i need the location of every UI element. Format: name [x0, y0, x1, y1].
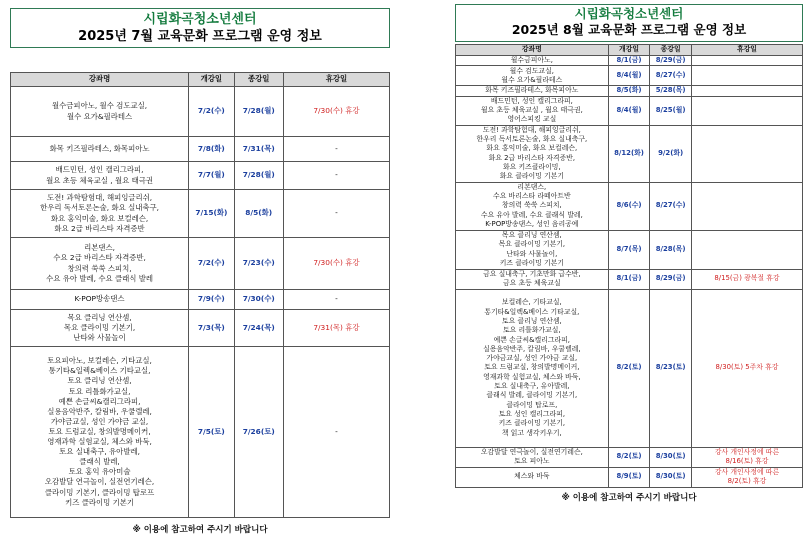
august-center-name: 시립화곡청소년센터 [574, 6, 684, 21]
off-day-cell: 강사 개인사정에 따른 8/16(토) 휴강 [691, 447, 802, 467]
table-row [11, 347, 390, 518]
end-date-cell: 8/25(월) [650, 96, 692, 125]
july-footer-note: ※ 이용에 참고하여 주시기 바랍니다 [132, 525, 268, 535]
class-name-cell: 월수금피아노, 월수 검도교실, 월수 요가&필라테스 [11, 87, 189, 137]
start-date-cell: 8/5(화) [608, 86, 650, 96]
column-header-end-date: 종강일 [234, 73, 283, 87]
end-date-cell: 8/27(수) [650, 66, 692, 86]
column-header-class-name: 강좌명 [11, 73, 189, 87]
start-date-cell: 7/5(토) [189, 347, 234, 518]
start-date-cell: 8/1(금) [608, 269, 650, 289]
start-date-cell: 7/2(수) [189, 238, 234, 290]
end-date-cell: 7/31(목) [234, 137, 283, 162]
off-day-cell [691, 86, 802, 96]
class-name-cell: 배드민턴, 성인 캘리그라피, 월요 초등 체육교실 , 월요 태극권, 영어스피킹 교실 [456, 96, 609, 125]
end-date-cell: 7/28(월) [234, 87, 283, 137]
start-date-cell: 8/1(금) [608, 56, 650, 66]
end-date-cell: 8/30(토) [650, 467, 692, 487]
class-name-cell: 월수금피아노, [456, 56, 609, 66]
class-name-cell: 도전! 과학탐험대, 해피잉글리쉬, 한우리 독서토론논술, 화요 실내축구, 화요 홍익미술, 화요 보컬레슨, 화요 2급 바리스타 자격증반, 화요 키즈클라이밍, 화요 클라이밍 기본기 [456, 125, 609, 182]
class-name-cell: 도전! 과학탐험대, 해피잉글리쉬, 한우리 독서토론논술, 화요 실내축구, 화요 홍익미술, 화요 보컬레슨, 화요 2급 바리스타 자격증반 [11, 190, 189, 238]
end-date-cell: 8/29(금) [650, 56, 692, 66]
table-row [456, 66, 803, 86]
off-day-cell: 8/15(금) 광복절 휴강 [691, 269, 802, 289]
class-name-cell: 목요 클리닝 연산셈, 목요 클라이밍 기본기, 난타와 사물놀이 [11, 310, 189, 347]
table-row [11, 238, 390, 290]
off-day-cell: 7/31(목) 휴강 [283, 310, 389, 347]
start-date-cell: 8/9(토) [608, 467, 650, 487]
august-title: 2025년 8월 교육문화 프로그램 운영 정보 [511, 22, 747, 37]
off-day-cell: 강사 개인사정에 따른 8/2(토) 휴강 [691, 467, 802, 487]
end-date-cell: 7/24(목) [234, 310, 283, 347]
table-row [11, 290, 390, 310]
end-date-cell: 7/28(월) [234, 162, 283, 190]
class-name-cell: 화목 키즈필라테스, 화목피아노 [456, 86, 609, 96]
column-header-off-day: 휴강일 [691, 45, 802, 56]
end-date-cell: 8/5(화) [234, 190, 283, 238]
off-day-cell: - [283, 347, 389, 518]
class-name-cell: 화목 키즈필라테스, 화목피아노 [11, 137, 189, 162]
start-date-cell: 8/2(토) [608, 447, 650, 467]
off-day-cell [691, 182, 802, 230]
class-name-cell: 월수 검도교실, 월수 요가&필라테스 [456, 66, 609, 86]
start-date-cell: 7/8(화) [189, 137, 234, 162]
end-date-cell: 7/26(토) [234, 347, 283, 518]
column-header-end-date: 종강일 [650, 45, 692, 56]
table-row [456, 86, 803, 96]
august-header-row [456, 45, 803, 56]
july-center-name: 시립화곡청소년센터 [143, 12, 257, 27]
end-date-cell: 8/29(금) [650, 269, 692, 289]
table-row [456, 467, 803, 487]
off-day-cell [691, 66, 802, 86]
start-date-cell: 8/12(화) [608, 125, 650, 182]
class-name-cell: 보컬레슨, 기타교실, 통기타&일렉&베이스 기타교실, 토요 클리닝 연산셈, 토요 리틀화가교실, 예쁜 손글씨&캘리그라피, 실용음악반주, 칼림바, 우쿨렐레, 가야금교실, 성인 가야금 교실, 토요 드럼교실, 창의발명메이커, 영재과학 실험교실, 체스와 바둑, 토요 실내축구, 유아발레, 클래식 발레, 클라이밍 기본기, 클라이밍 탑로프, 토요 성인 캘리그라피, 키즈 클라이밍 기본기, 책 읽고 생각키우기, [456, 289, 609, 447]
august-header-box [455, 4, 803, 42]
class-name-cell: 리본댄스, 수요 바리스타 라떼아트반 창의력 쑥쑥 스피치, 수요 유아 발레, 수요 클래식 발레, K-POP방송댄스, 성인 음리공예 [456, 182, 609, 230]
august-schedule-table [455, 44, 803, 488]
off-day-cell: 8/30(토) 5주차 휴강 [691, 289, 802, 447]
start-date-cell: 8/4(월) [608, 66, 650, 86]
start-date-cell: 7/9(수) [189, 290, 234, 310]
column-header-off-day: 휴강일 [283, 73, 389, 87]
end-date-cell: 7/30(수) [234, 290, 283, 310]
off-day-cell [691, 96, 802, 125]
column-header-start-date: 개강일 [608, 45, 650, 56]
off-day-cell: - [283, 137, 389, 162]
july-schedule-document [10, 8, 390, 535]
off-day-cell: 7/30(수) 휴강 [283, 238, 389, 290]
end-date-cell: 7/23(수) [234, 238, 283, 290]
end-date-cell: 8/27(수) [650, 182, 692, 230]
start-date-cell: 8/2(토) [608, 289, 650, 447]
table-row [11, 87, 390, 137]
start-date-cell: 7/7(월) [189, 162, 234, 190]
column-header-class-name: 강좌명 [456, 45, 609, 56]
off-day-cell: 7/30(수) 휴강 [283, 87, 389, 137]
table-row [11, 162, 390, 190]
august-schedule-document [455, 4, 803, 503]
end-date-cell: 8/23(토) [650, 289, 692, 447]
table-row [456, 230, 803, 269]
class-name-cell: 금요 실내축구, 기초만화 급수반, 금요 초등 체육교실 [456, 269, 609, 289]
start-date-cell: 8/4(월) [608, 96, 650, 125]
end-date-cell: 8/28(목) [650, 230, 692, 269]
class-name-cell: 배드민턴, 성인 캘리그라피, 월요 초등 체육교실 , 월요 태극권 [11, 162, 189, 190]
off-day-cell: - [283, 290, 389, 310]
end-date-cell: 9/2(화) [650, 125, 692, 182]
table-row [456, 125, 803, 182]
start-date-cell: 8/7(목) [608, 230, 650, 269]
class-name-cell: 토요피아노, 보컬레슨, 기타교실, 통기타&일렉&베이스 기타교실, 토요 클리닝 연산셈, 토요 리틀화가교실, 예쁜 손글씨&캘리그라피, 실용음악반주, 칼림바, 우쿨렐레, 가야금교실, 성인 가야금 교실, 토요 드럼교실, 창의발명메이커, 영재과학 실험교실, 체스와 바둑, 토요 실내축구, 유아발레, 클래식 발레, 토요 홍익 유아미술 오감발달 연극놀이, 실전연기레슨, 클라이밍 기본기, 클라이밍 탑로프 키즈 클라이밍 기본기 [11, 347, 189, 518]
table-row [456, 289, 803, 447]
class-name-cell: K-POP방송댄스 [11, 290, 189, 310]
start-date-cell: 8/6(수) [608, 182, 650, 230]
july-schedule-table [10, 72, 390, 518]
table-row [456, 56, 803, 66]
table-row [456, 96, 803, 125]
table-row [11, 310, 390, 347]
table-row [456, 447, 803, 467]
off-day-cell: - [283, 162, 389, 190]
class-name-cell: 오감발달 연극놀이, 실전연기레슨, 토요 피아노 [456, 447, 609, 467]
august-footer-note: ※ 이용에 참고하여 주시기 바랍니다 [561, 492, 697, 503]
off-day-cell [691, 230, 802, 269]
off-day-cell [691, 56, 802, 66]
class-name-cell: 체스와 바둑 [456, 467, 609, 487]
july-header-box [10, 8, 390, 48]
end-date-cell: 8/30(토) [650, 447, 692, 467]
table-row [11, 137, 390, 162]
off-day-cell [691, 125, 802, 182]
table-row [11, 190, 390, 238]
table-row [456, 182, 803, 230]
july-header-row [11, 73, 390, 87]
table-row [456, 269, 803, 289]
july-title: 2025년 7월 교육문화 프로그램 운영 정보 [78, 29, 322, 44]
end-date-cell: 5/28(목) [650, 86, 692, 96]
start-date-cell: 7/2(수) [189, 87, 234, 137]
column-header-start-date: 개강일 [189, 73, 234, 87]
start-date-cell: 7/15(화) [189, 190, 234, 238]
start-date-cell: 7/3(목) [189, 310, 234, 347]
class-name-cell: 리본댄스, 수요 2급 바리스타 자격증반, 창의력 쑥쑥 스피치, 수요 유아 발레, 수요 클래식 발레 [11, 238, 189, 290]
off-day-cell: - [283, 190, 389, 238]
class-name-cell: 목요 클리닝 연산셈, 목요 클라이밍 기본기, 난타와 사물놀이, 키즈 클라이밍 기본기 [456, 230, 609, 269]
